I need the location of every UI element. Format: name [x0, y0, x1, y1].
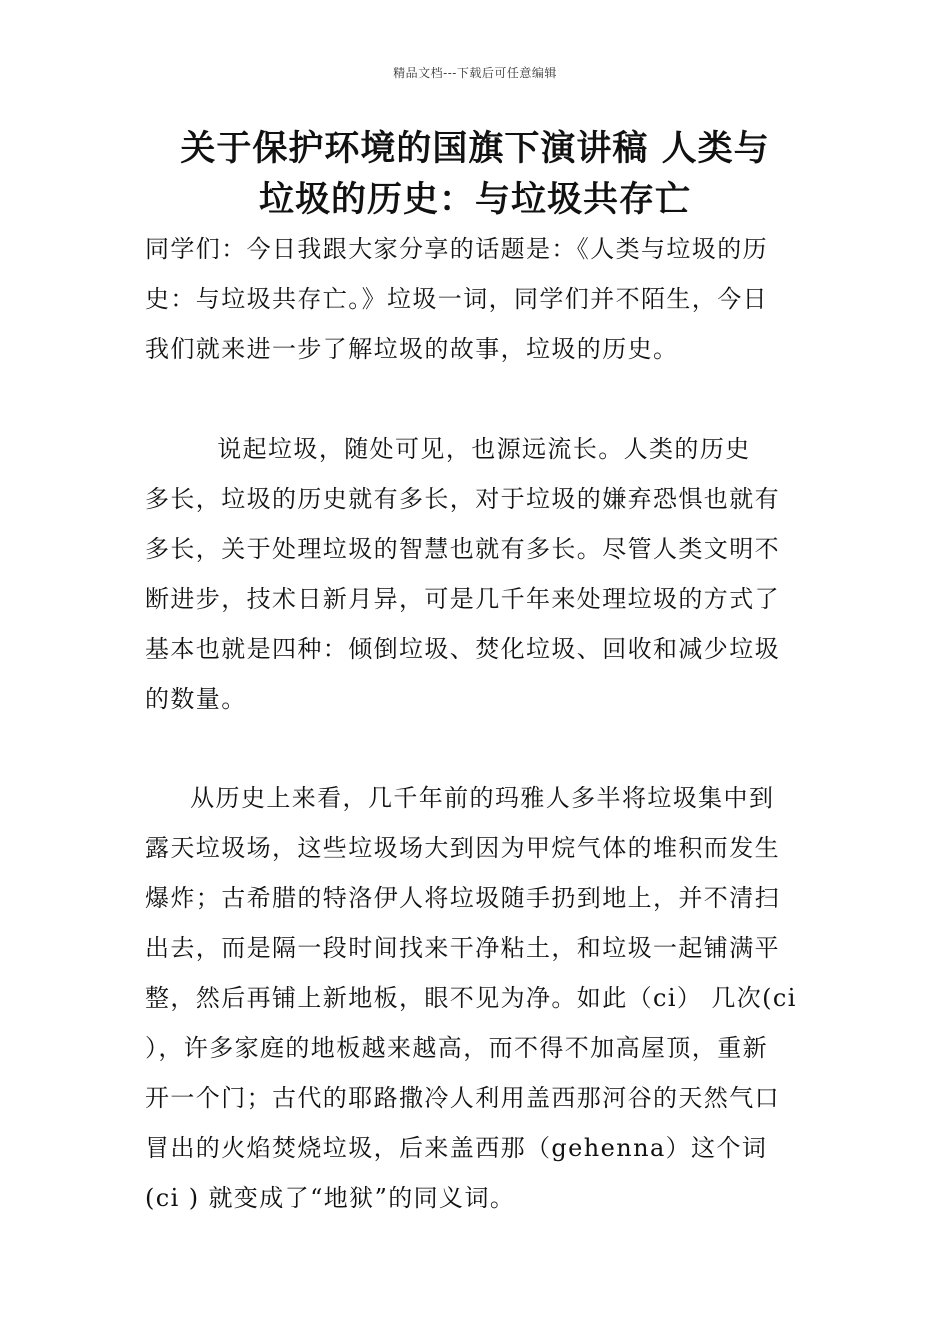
paragraph-line: 同学们：今日我跟大家分享的话题是：《人类与垃圾的历 [145, 235, 768, 263]
title-line-2: 垃圾的历史：与垃圾共存亡 [258, 180, 691, 220]
paragraph-line: 多长，关于处理垃圾的智慧也就有多长。尽管人类文明不 [145, 535, 780, 563]
page-title [120, 124, 830, 226]
paragraph-line: 爆炸；古希腊的特洛伊人将垃圾随手扔到地上，并不清扫 [145, 884, 780, 912]
paragraph-line: 冒出的火焰焚烧垃圾，后来盖西那（gehenna）这个词 [145, 1134, 768, 1162]
paragraph-line: 出去，而是隔一段时间找来干净粘土，和垃圾一起铺满平 [145, 934, 780, 962]
paragraph-1 [145, 224, 807, 374]
header-note: 精品文档---下载后可任意编辑 [393, 66, 557, 80]
paragraph-line: 多长，垃圾的历史就有多长，对于垃圾的嫌弃恐惧也就有 [145, 485, 780, 513]
paragraph-line: 我们就来进一步了解垃圾的故事，垃圾的历史。 [145, 335, 679, 363]
paragraph-line: 从历史上来看，几千年前的玛雅人多半将垃圾集中到 [145, 784, 775, 812]
paragraph-line: 露天垃圾场，这些垃圾场大到因为甲烷气体的堆积而发生 [145, 834, 780, 862]
paragraph-line: 史：与垃圾共存亡。》垃圾一词，同学们并不陌生，今日 [145, 285, 768, 313]
title-line-1: 关于保护环境的国旗下演讲稿 人类与 [180, 129, 770, 169]
paragraph-line: 基本也就是四种：倾倒垃圾、焚化垃圾、回收和减少垃圾 [145, 635, 780, 663]
paragraph-2 [145, 424, 807, 724]
paragraph-line: 的数量。 [145, 685, 247, 713]
paragraph-line: (ci ) 就变成了“地狱”的同义词。 [145, 1184, 516, 1212]
paragraph-line: 开一个门；古代的耶路撒冷人利用盖西那河谷的天然气口 [145, 1084, 780, 1112]
paragraph-line: 断进步，技术日新月异，可是几千年来处理垃圾的方式了 [145, 585, 780, 613]
paragraph-line: 说起垃圾，随处可见，也源远流长。人类的历史 [145, 435, 751, 463]
paragraph-3 [145, 773, 807, 1223]
paragraph-line: 整，然后再铺上新地板，眼不见为净。如此（ci） 几次(ci [145, 984, 797, 1012]
paragraph-line: ），许多家庭的地板越来越高，而不得不加高屋顶，重新 [145, 1034, 768, 1062]
